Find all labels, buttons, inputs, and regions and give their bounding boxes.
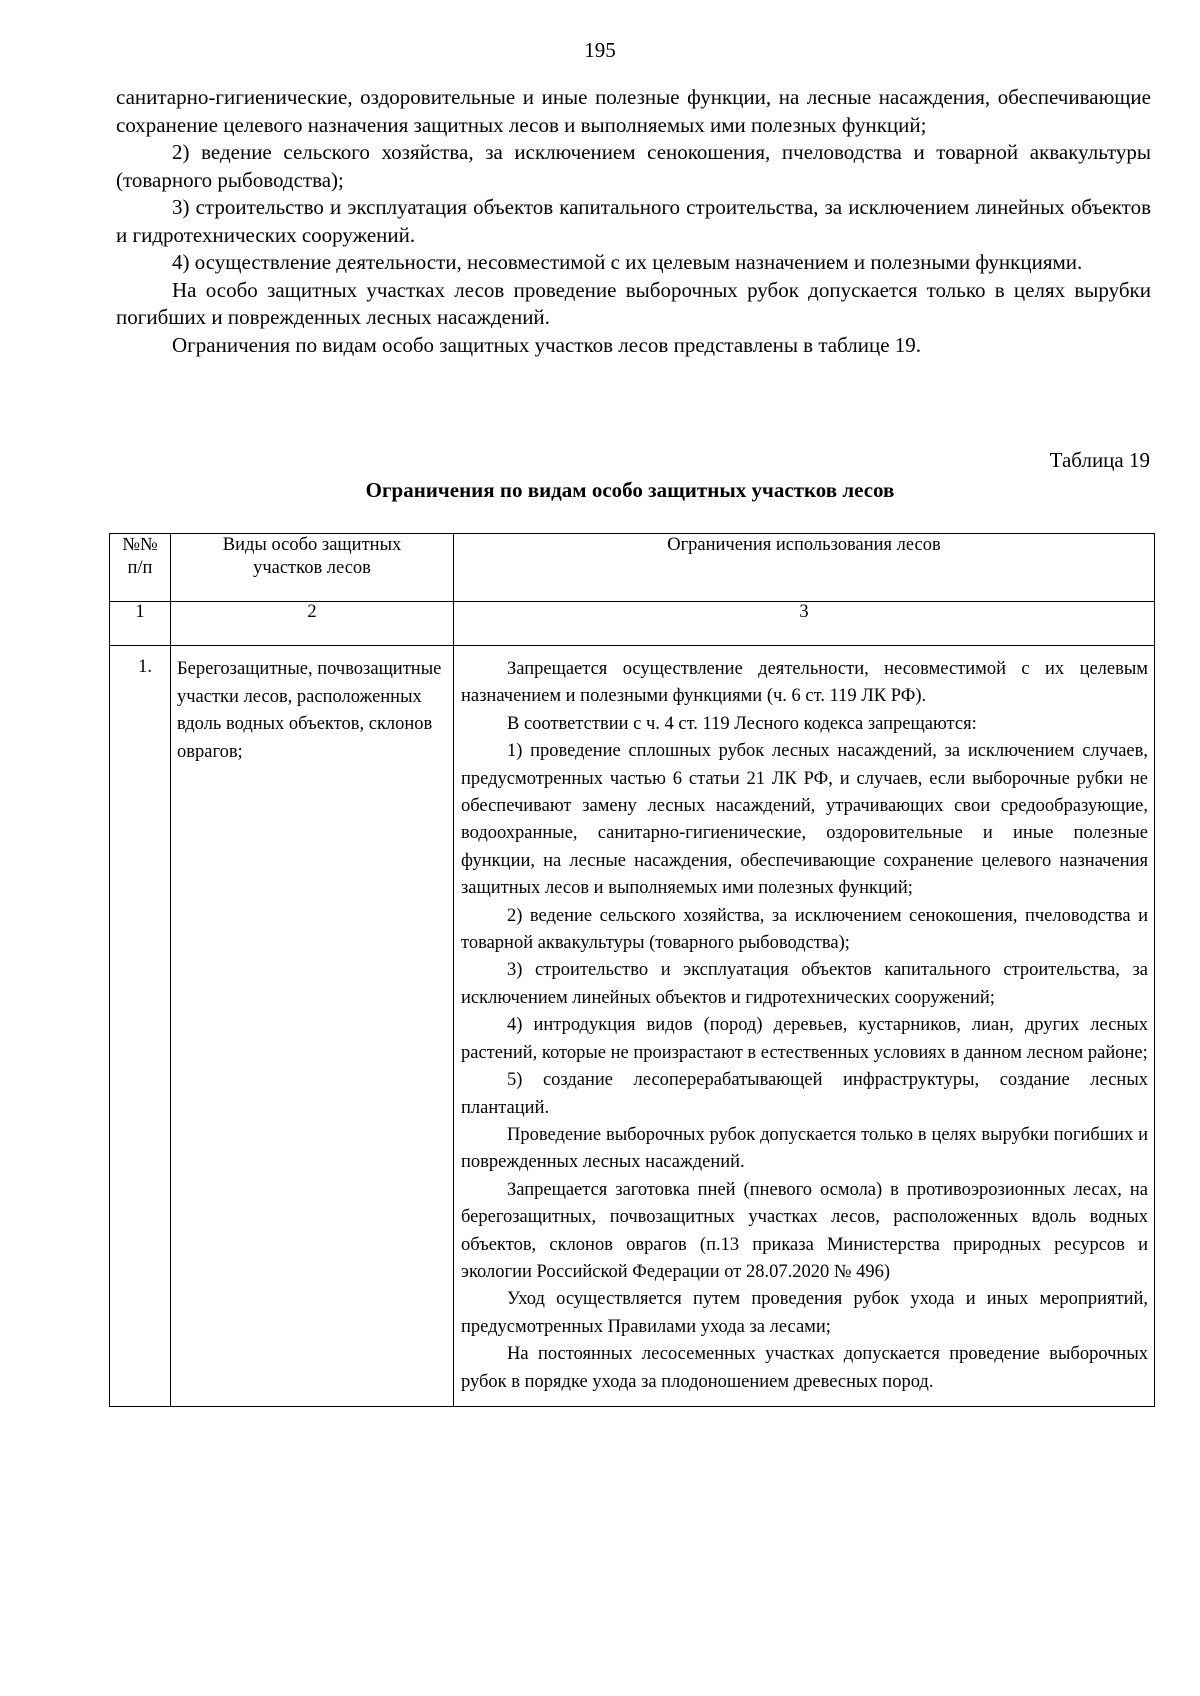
header-kind	[171, 534, 454, 602]
header-limits: Ограничения использования лесов	[454, 534, 1155, 602]
limit-paragraph: 2) ведение сельского хозяйства, за исключением сенокошения, пчеловодства и товарной аквакультуры (товарного рыбоводства);	[461, 905, 1148, 954]
limit-paragraph: В соответствии с ч. 4 ст. 119 Лесного кодекса запрещаются:	[507, 713, 977, 734]
row-kind: Берегозащитные, почвозащитные участки лесов, расположенных вдоль водных объектов, склонов оврагов;	[171, 646, 454, 1407]
row-number: 1.	[110, 646, 171, 1407]
table-label: Таблица 19	[1049, 448, 1150, 472]
header-num	[110, 534, 171, 602]
header-kind-text: Виды особо защитных участков лесов	[222, 535, 402, 578]
row-limits	[454, 646, 1155, 1407]
index-cell: 2	[171, 602, 454, 646]
limit-paragraph: 3) строительство и эксплуатация объектов капитального строительства, за исключением линейных объектов и гидротехнических сооружений;	[461, 960, 1148, 1008]
limit-paragraph: Проведение выборочных рубок допускается только в целях вырубки погибших и поврежденных лесных насаждений.	[461, 1124, 1148, 1173]
limit-paragraph: Запрещается заготовка пней (пневого осмола) в противоэрозионных лесах, на берегозащитных, почвозащитных участках лесов, расположенных вдоль водных объектов, склонов оврагов (п.13 приказа Министерства природных ресурсов и экологии Российской Федерации от 28.07.2020 № 496)	[461, 1179, 1148, 1282]
page-number: 195	[584, 38, 616, 62]
intro-text	[116, 84, 1151, 359]
index-cell: 3	[454, 602, 1155, 646]
restrictions-table	[109, 533, 1155, 1407]
index-cell: 1	[110, 602, 171, 646]
intro-paragraph: 3) строительство и эксплуатация объектов капитального строительства, за исключением линейных объектов и гидротехнических сооружений.	[116, 195, 1151, 247]
limit-paragraph: Запрещается осуществление деятельности, несовместимой с их целевым назначением и полезными функциями (ч. 6 ст. 119 ЛК РФ).	[461, 659, 1148, 707]
intro-paragraph: санитарно-гигиенические, оздоровительные и иные полезные функции, на лесные насаждения, обеспечивающие сохранение целевого назначения защитных лесов и выполняемых ими полезных функций;	[116, 85, 1151, 137]
limit-paragraph: 1) проведение сплошных рубок лесных насаждений, за исключением случаев, предусмотренных частью 6 статьи 21 ЛК РФ, и случаев, если выборочные рубки не обеспечивают замену лесных насаждений, утрачивающих свои средообразующие, водоохранные, санитарно-гигиенические, оздоровительные и иные полезные функции, на лесные насаждения, обеспечивающие сохранение целевого назначения защитных лесов и выполняемых ими полезных функций;	[461, 741, 1148, 899]
table-index-row	[110, 602, 1155, 646]
limit-paragraph: 5) создание лесоперерабатывающей инфраструктуры, создание лесных плантаций.	[461, 1070, 1148, 1118]
table-title: Ограничения по видам особо защитных участков лесов	[365, 478, 895, 502]
table-row	[110, 646, 1155, 1407]
limit-paragraph: 4) интродукция видов (пород) деревьев, кустарников, лиан, других лесных растений, которые не произрастают в естественных условиях в данном лесном районе;	[461, 1015, 1148, 1063]
limit-paragraph: Уход осуществляется путем проведения рубок ухода и иных мероприятий, предусмотренных Правилами ухода за лесами;	[461, 1289, 1148, 1337]
intro-paragraph: Ограничения по видам особо защитных участков лесов представлены в таблице 19.	[172, 332, 922, 357]
intro-paragraph: 2) ведение сельского хозяйства, за исключением сенокошения, пчеловодства и товарной аквакультуры (товарного рыбоводства);	[116, 140, 1151, 192]
table-header-row	[110, 534, 1155, 602]
header-num-text: №№ п/п	[122, 535, 158, 578]
intro-paragraph: На особо защитных участках лесов проведение выборочных рубок допускается только в целях вырубки погибших и поврежденных лесных насаждений.	[116, 277, 1151, 329]
intro-paragraph: 4) осуществление деятельности, несовместимой с их целевым назначением и полезными функциями.	[172, 250, 1083, 274]
limit-paragraph: На постоянных лесосеменных участках допускается проведение выборочных рубок в порядке ухода за плодоношением древесных пород.	[461, 1344, 1148, 1392]
